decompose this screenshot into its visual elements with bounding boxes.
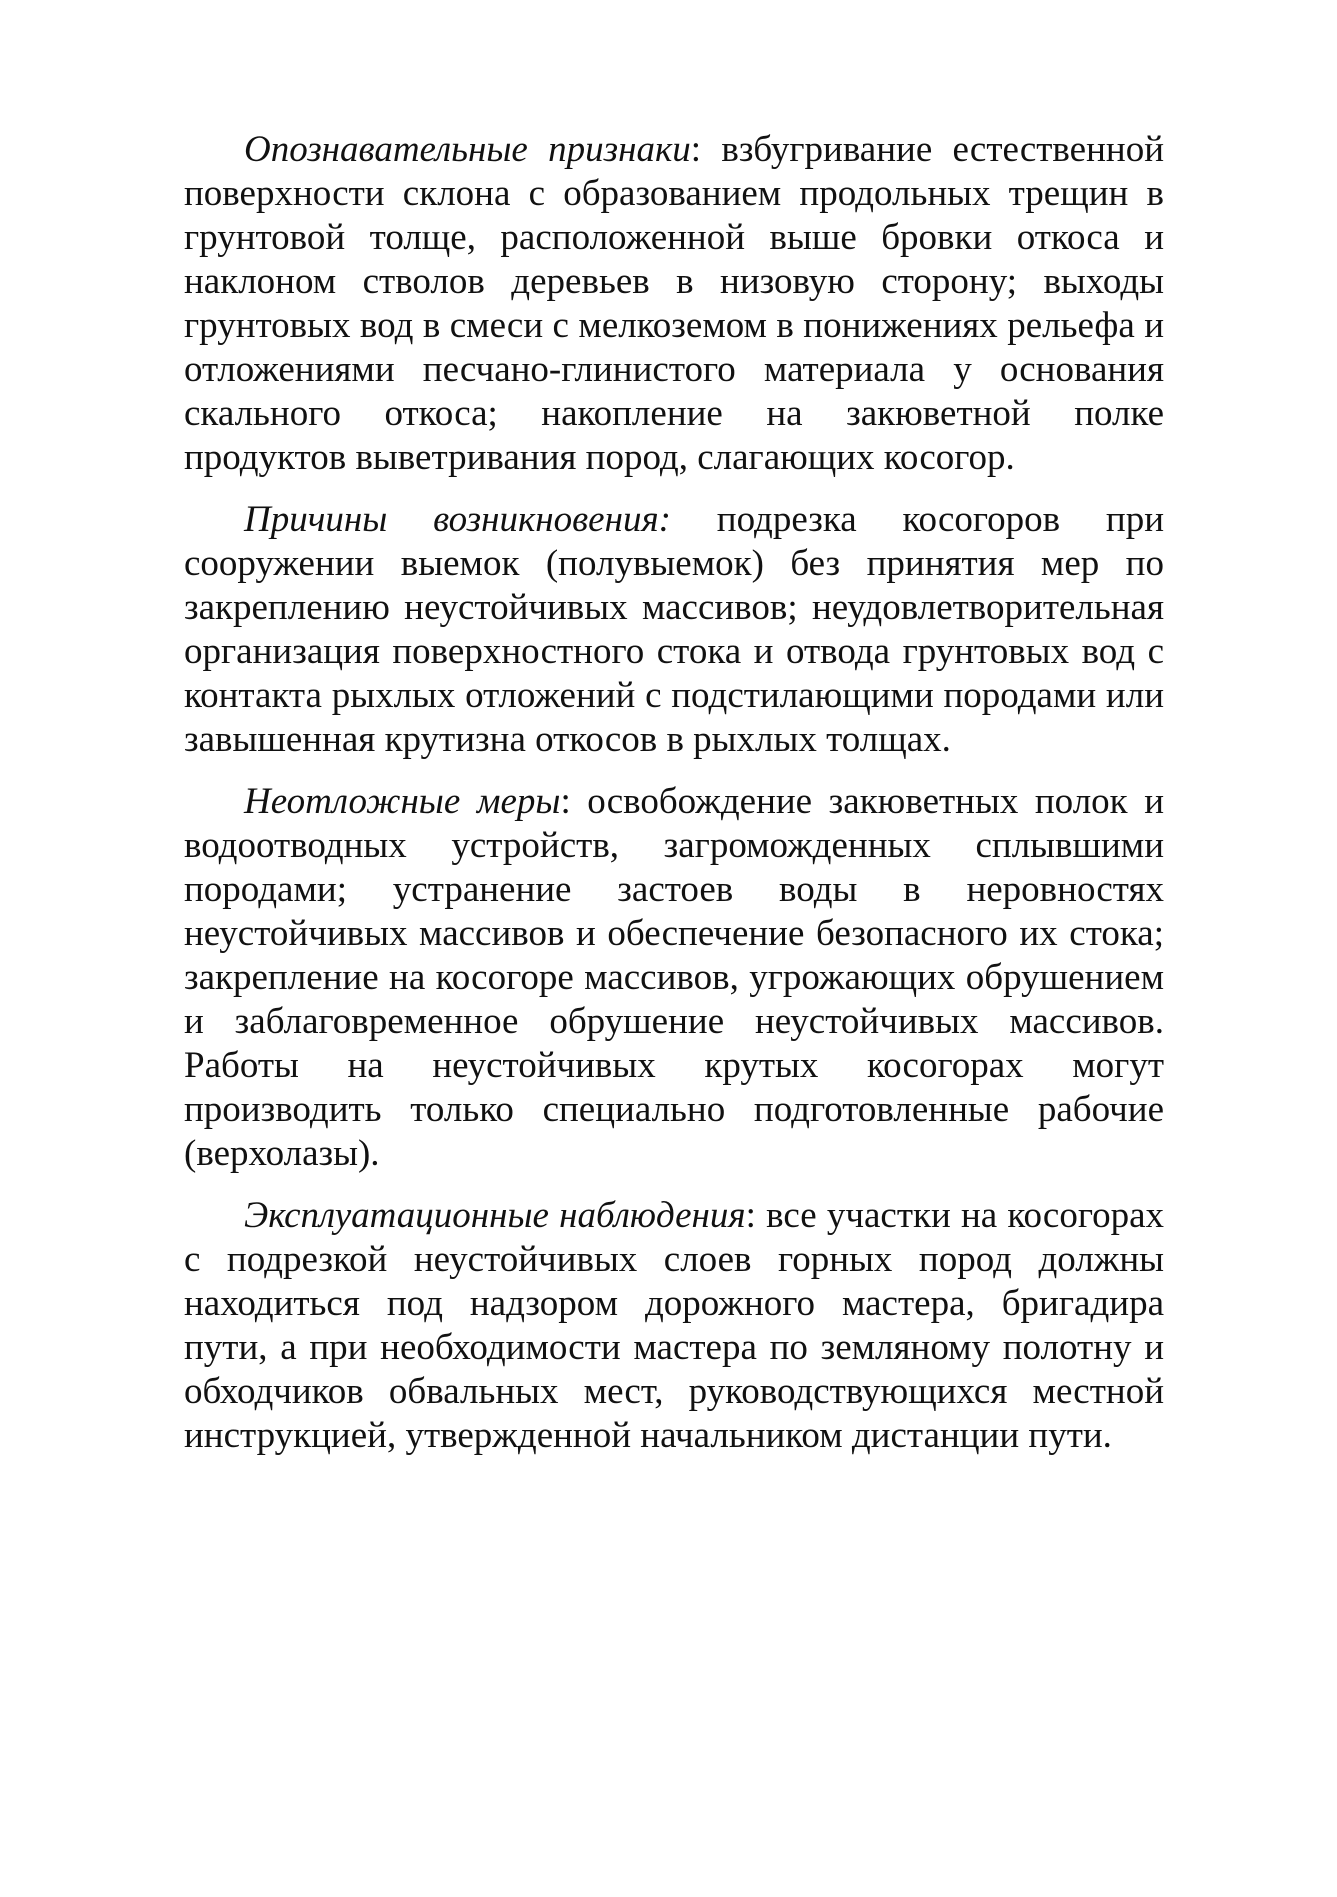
paragraph-urgent-measures	[184, 780, 1164, 1176]
paragraph-label: Эксплуатационные наблюдения	[244, 1195, 746, 1236]
paragraph-text: взбугривание естественной поверхности склона с образованием продольных трещин в грунтовой толще, расположенной выше бровки откоса и наклоном стволов деревьев в низовую сторону; выходы грунтовых вод в смеси с мелкоземом в понижениях рельефа и отложениями песчано-глинистого материала у основания скального откоса; накопление на закюветной полке продуктов выветривания пород, слагающих косогор.	[184, 129, 1164, 478]
label-separator: :	[690, 129, 722, 170]
paragraph-operational-observations	[184, 1194, 1164, 1458]
label-separator: :	[745, 1195, 767, 1236]
paragraph-label: Причины возникновения:	[244, 499, 671, 540]
label-separator	[671, 499, 717, 540]
paragraph-identification-signs	[184, 128, 1164, 480]
paragraph-label: Опознавательные признаки	[244, 129, 691, 170]
paragraph-text: все участки на косогорах с подрезкой неустойчивых слоев горных пород должны находиться под надзором дорожного мастера, бригадира пути, а при необходимости мастера по земляному полотну и обходчиков обвальных мест, руководствующихся местной инструкцией, утвержденной начальником дистанции пути.	[184, 1195, 1165, 1456]
paragraph-text: освобождение закюветных полок и водоотводных устройств, загроможденных сплывшими породами; устранение застоев воды в неровностях неустойчивых массивов и обеспечение безопасного их стока; закрепление на косогоре массивов, угрожающих обрушением и заблаговременное обрушение неустойчивых массивов. Работы на неустойчивых крутых косогорах могут производить только специально подготовленные рабочие (верхолазы).	[184, 781, 1164, 1174]
paragraph-text: подрезка косогоров при сооружении выемок (полувыемок) без принятия мер по закреплению неустойчивых массивов; неудовлетворительная организация поверхностного стока и отвода грунтовых вод с контакта рыхлых отложений с подстилающими породами или завышенная крутизна откосов в рыхлых толщах.	[184, 499, 1165, 760]
body-text	[184, 128, 1164, 1476]
paragraph-label: Неотложные меры	[244, 781, 561, 822]
label-separator: :	[560, 781, 588, 822]
paragraph-causes	[184, 498, 1164, 762]
